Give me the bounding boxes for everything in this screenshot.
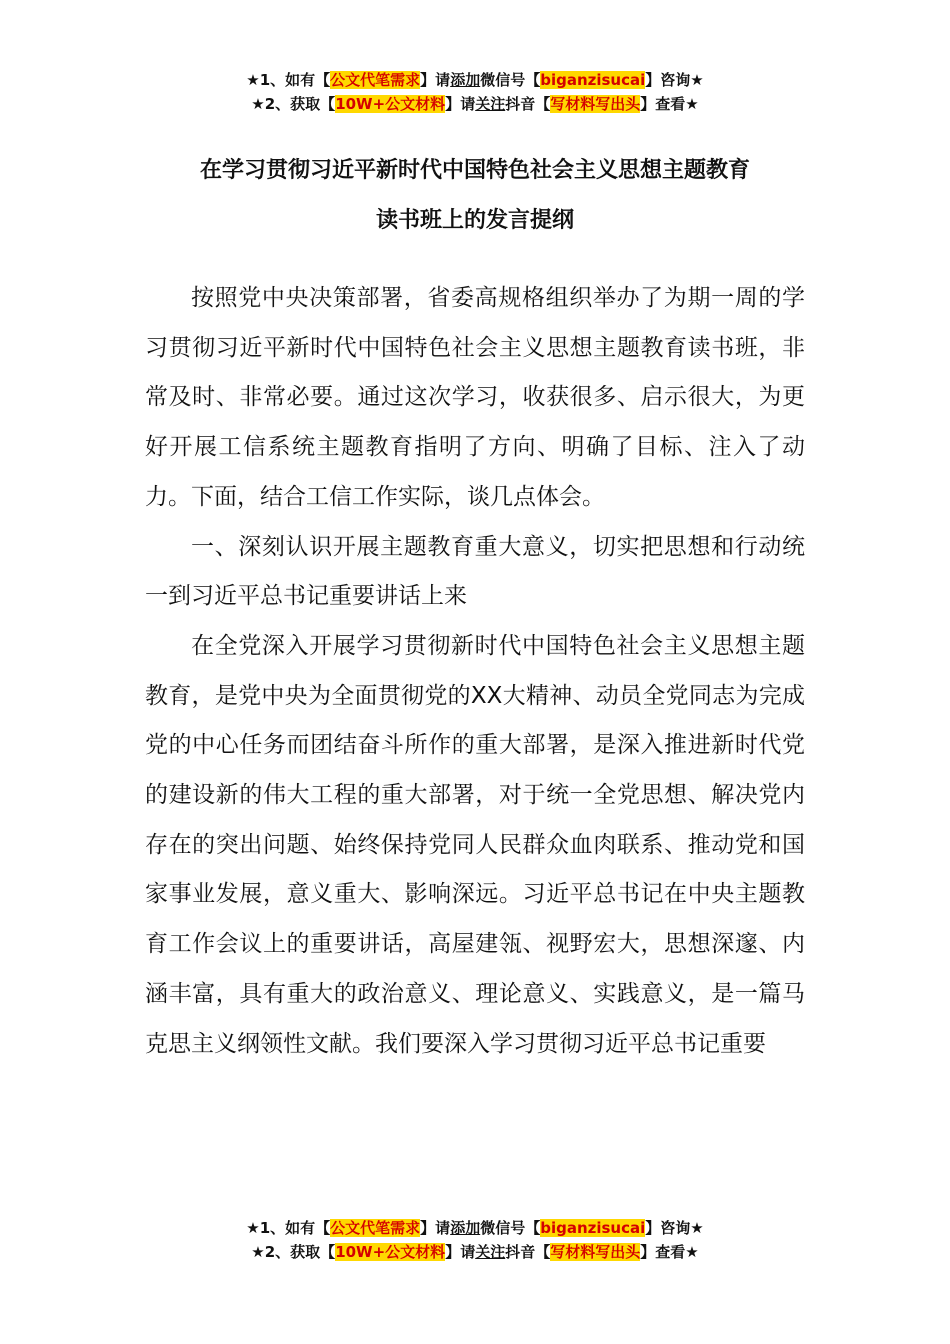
title-line-1: 在学习贯彻习近平新时代中国特色社会主义思想主题教育 [199, 158, 750, 183]
title-line-2: 读书班上的发言提纲 [375, 208, 574, 233]
paragraph-intro: 按照党中央决策部署，省委高规格组织举办了为期一周的学习贯彻习近平新时代中国特色社会主义思想主题教育读书班，非常及时、非常必要。通过这次学习，收获很多、启示很大，为更好开展工信系统主题教育指明了方向、明确了目标、注入了动力。下面，结合工信工作实际，谈几点体会。 [145, 285, 805, 510]
section-heading-1: 一、深刻认识开展主题教育重大意义，切实把思想和行动统一到习近平总书记重要讲话上来 [145, 533, 805, 610]
promo-line-1: ★1、如有【公文代笔需求】请添加微信号【biganzisucai】咨询★ [246, 1219, 704, 1237]
highlight-text: 写材料写出头 [550, 95, 641, 113]
highlight-text: 10W+公文材料 [335, 95, 446, 113]
highlight-text: biganzisucai [540, 1219, 646, 1237]
highlight-text: 10W+公文材料 [335, 1243, 446, 1261]
promo-line-2: ★2、获取【10W+公文材料】请关注抖音【写材料写出头】查看★ [251, 1243, 699, 1261]
document-body [145, 274, 805, 1069]
promo-banner-top [0, 68, 950, 116]
paragraph-section-1: 在全党深入开展学习贯彻新时代中国特色社会主义思想主题教育，是党中央为全面贯彻党的XX大精神、动员全党同志为完成党的中心任务而团结奋斗所作的重大部署，是深入推进新时代党的建设新的伟大工程的重大部署，对于统一全党思想、解决党内存在的突出问题、始终保持党同人民群众血肉联系、推动党和国家事业发展，意义重大、影响深远。习近平总书记在中央主题教育工作会议上的重要讲话，高屋建瓴、视野宏大，思想深邃、内涵丰富，具有重大的政治意义、理论意义、实践意义，是一篇马克思主义纲领性文献。我们要深入学习贯彻习近平总书记重要 [145, 632, 805, 1057]
highlight-text: 写材料写出头 [550, 1243, 641, 1261]
highlight-text: biganzisucai [540, 71, 646, 89]
highlight-text: 公文代笔需求 [330, 1219, 421, 1237]
highlight-text: 公文代笔需求 [330, 71, 421, 89]
promo-banner-bottom [0, 1216, 950, 1264]
promo-line-1: ★1、如有【公文代笔需求】请添加微信号【biganzisucai】咨询★ [246, 71, 704, 89]
promo-line-2: ★2、获取【10W+公文材料】请关注抖音【写材料写出头】查看★ [251, 95, 699, 113]
document-title [0, 146, 950, 246]
